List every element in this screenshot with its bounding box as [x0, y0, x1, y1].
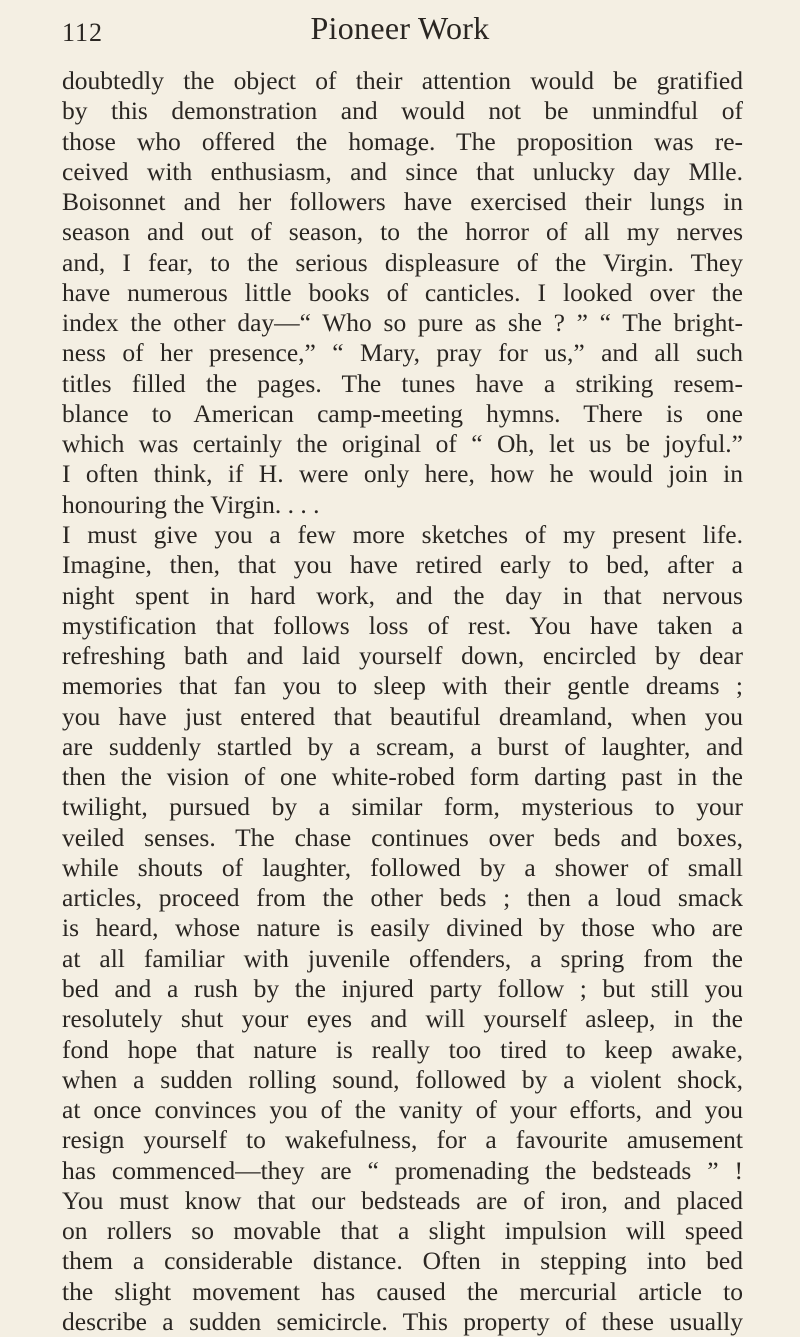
text-line: Imagine, then, that you have retired early to bed, after a	[62, 550, 743, 580]
text-line: on rollers so movable that a slight impulsion will speed	[62, 1216, 743, 1246]
text-line: I often think, if H. were only here, how he would join in	[62, 459, 743, 489]
text-line: you have just entered that beautiful dreamland, when you	[62, 701, 743, 731]
text-line: has commenced—they are “ promenading the bedsteads ” !	[62, 1155, 743, 1185]
text-line: resign yourself to wakefulness, for a favourite amusement	[62, 1125, 743, 1155]
text-line: while shouts of laughter, followed by a shower of small	[62, 852, 743, 882]
text-line: titles filled the pages. The tunes have a striking resem-	[62, 368, 743, 398]
text-line: refreshing bath and laid yourself down, encircled by dear	[62, 641, 743, 671]
body-text	[62, 66, 743, 1337]
text-line: are suddenly startled by a scream, a burst of laughter, and	[62, 731, 743, 761]
text-line: I must give you a few more sketches of my present life.	[62, 519, 743, 549]
text-line: then the vision of one white-robed form darting past in the	[62, 762, 743, 792]
text-line: memories that fan you to sleep with their gentle dreams ;	[62, 671, 743, 701]
text-line: veiled senses. The chase continues over beds and boxes,	[62, 822, 743, 852]
text-line: have numerous little books of canticles. I looked over the	[62, 277, 743, 307]
text-line: and, I fear, to the serious displeasure of the Virgin. They	[62, 247, 743, 277]
text-line: is heard, whose nature is easily divined by those who are	[62, 913, 743, 943]
text-line: at all familiar with juvenile offenders, a spring from the	[62, 943, 743, 973]
text-line: index the other day—“ Who so pure as she ? ” “ The bright-	[62, 308, 743, 338]
text-line: when a sudden rolling sound, followed by a violent shock,	[62, 1064, 743, 1094]
text-line: by this demonstration and would not be unmindful of	[62, 96, 743, 126]
text-line: those who offered the homage. The proposition was re-	[62, 126, 743, 156]
text-line: fond hope that nature is really too tired to keep awake,	[62, 1034, 743, 1064]
text-line: mystification that follows loss of rest. You have taken a	[62, 610, 743, 640]
text-line: twilight, pursued by a similar form, mysterious to your	[62, 792, 743, 822]
text-line: bed and a rush by the injured party follow ; but still you	[62, 973, 743, 1003]
text-line: at once convinces you of the vanity of your efforts, and you	[62, 1095, 743, 1125]
text-line: season and out of season, to the horror of all my nerves	[62, 217, 743, 247]
text-line: resolutely shut your eyes and will yourself asleep, in the	[62, 1004, 743, 1034]
running-head	[62, 10, 738, 50]
text-line: them a considerable distance. Often in stepping into bed	[62, 1246, 743, 1276]
page-number: 112	[62, 18, 104, 47]
text-line: You must know that our bedsteads are of iron, and placed	[62, 1185, 743, 1215]
text-line: night spent in hard work, and the day in that nervous	[62, 580, 743, 610]
text-line: which was certainly the original of “ Oh, let us be joyful.”	[62, 429, 743, 459]
text-line: honouring the Virgin. . . .	[62, 489, 320, 519]
text-line: blance to American camp-meeting hymns. There is one	[62, 398, 743, 428]
text-line: the slight movement has caused the mercurial article to	[62, 1276, 743, 1306]
text-line: doubtedly the object of their attention would be gratified	[62, 66, 743, 95]
text-line: Boisonnet and her followers have exercised their lungs in	[62, 187, 743, 217]
text-line: articles, proceed from the other beds ; then a loud smack	[62, 883, 743, 913]
text-line: describe a sudden semicircle. This property of these usually	[62, 1306, 743, 1336]
text-line: ceived with enthusiasm, and since that unlucky day Mlle.	[62, 156, 743, 186]
running-title: Pioneer Work	[310, 10, 490, 46]
text-line: ness of her presence,” “ Mary, pray for us,” and all such	[62, 338, 743, 368]
